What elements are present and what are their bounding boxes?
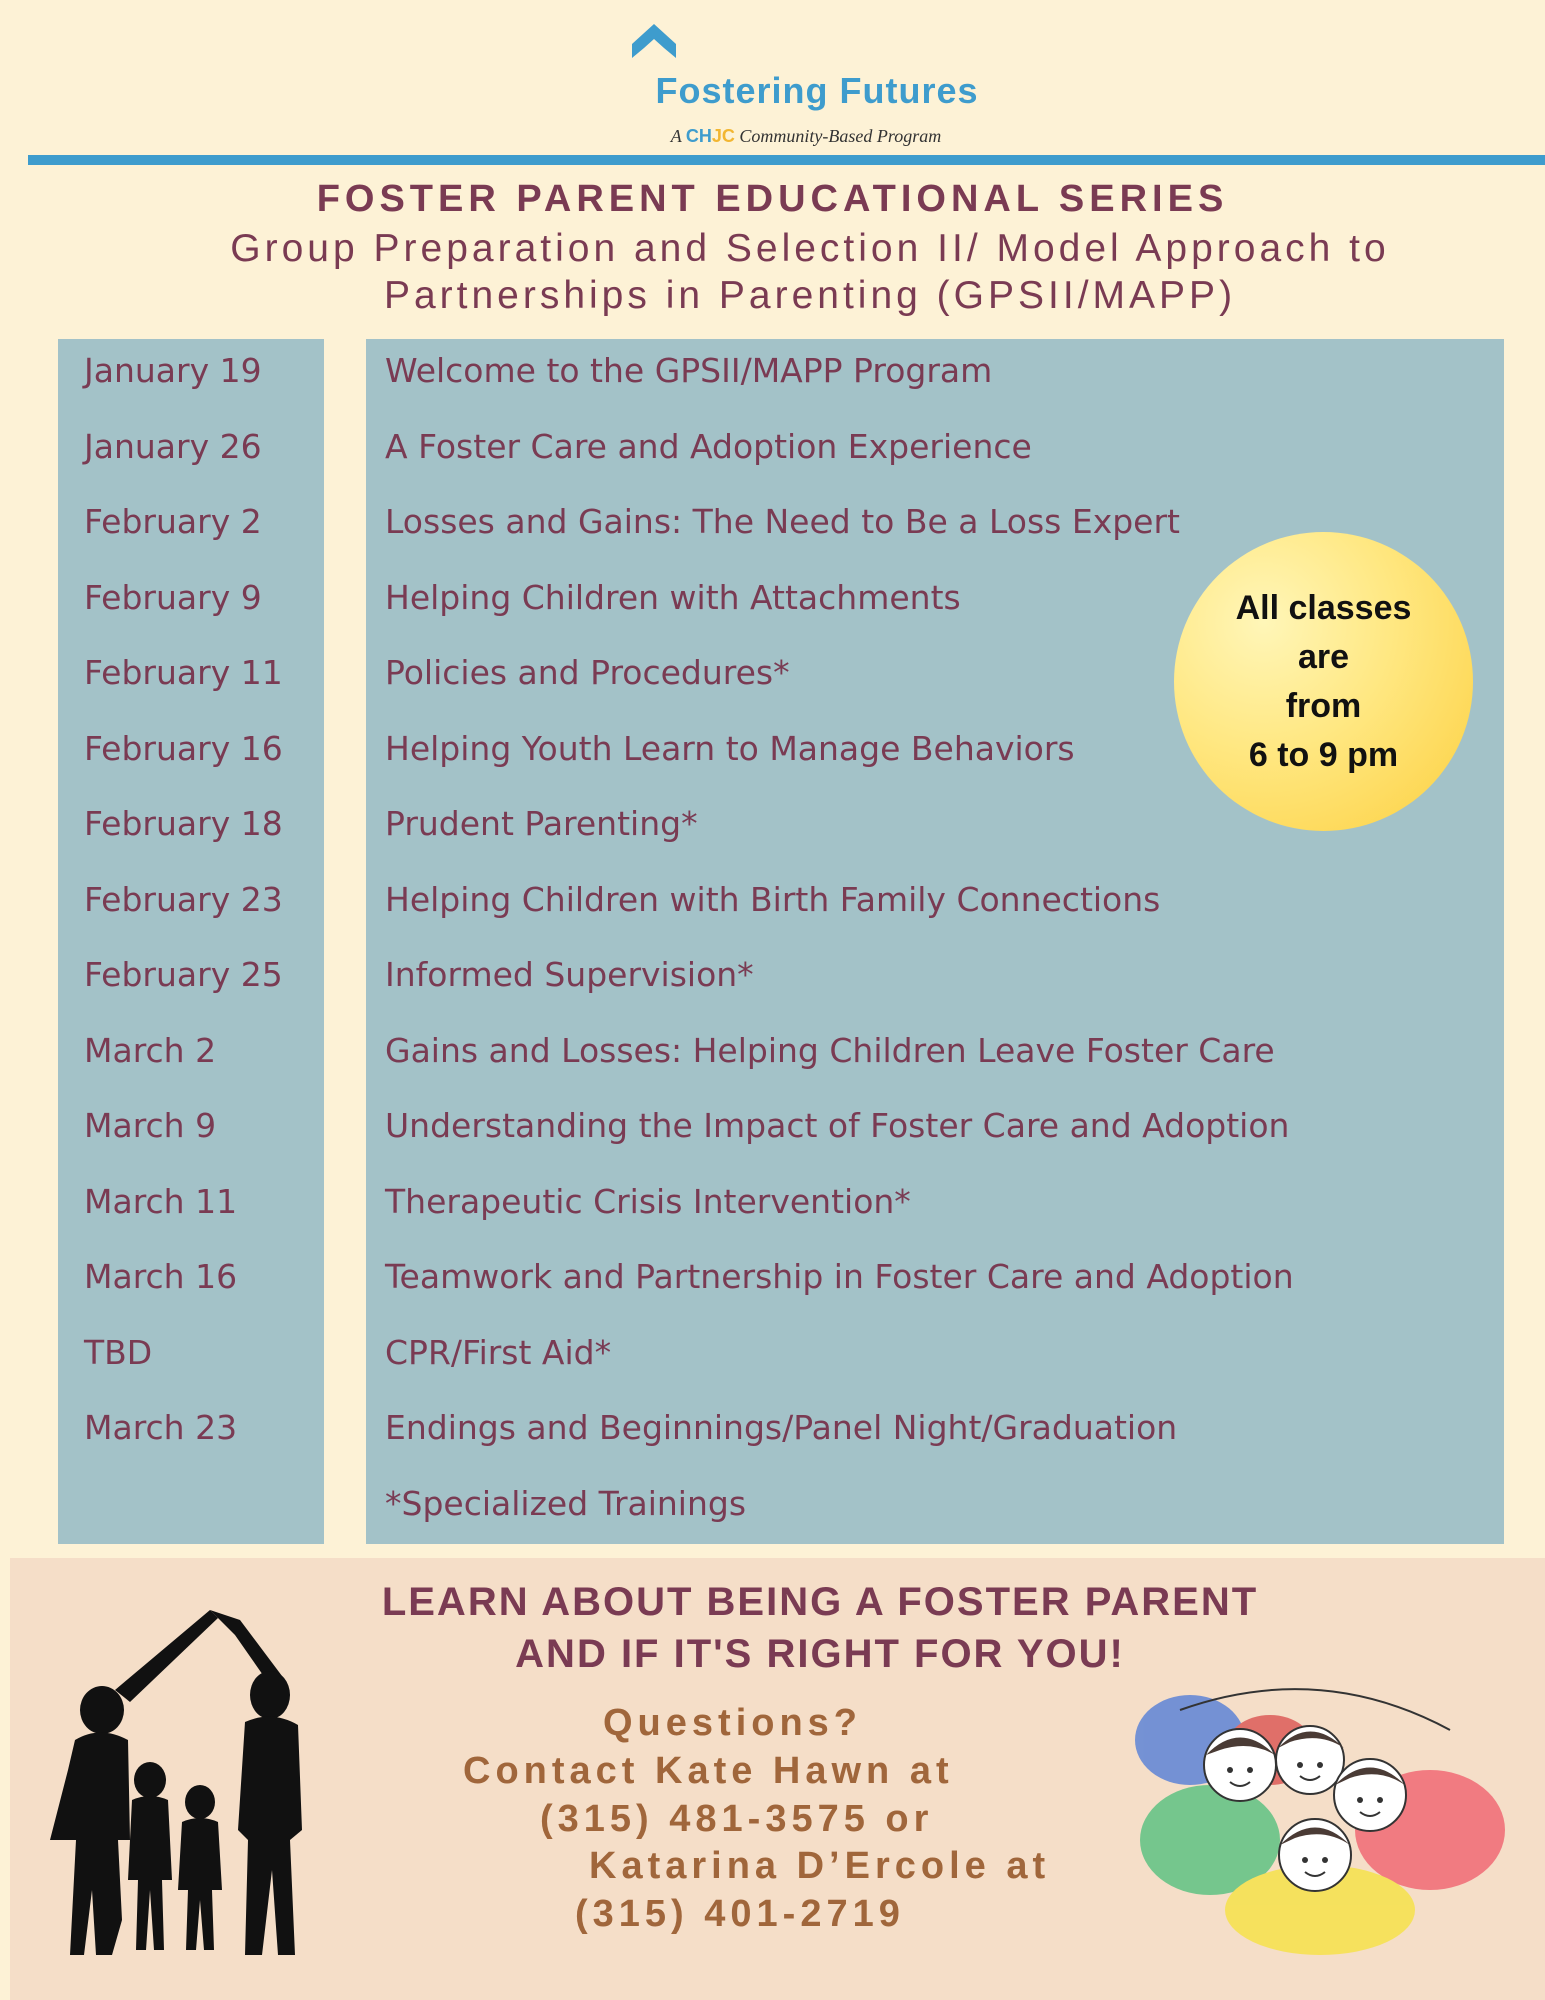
- schedule-date: February 2: [84, 502, 262, 541]
- schedule-date: February 23: [84, 879, 283, 919]
- schedule-date: March 11: [84, 1181, 238, 1221]
- schedule-topics-panel: [366, 339, 1504, 1544]
- schedule-date: January 19: [84, 351, 262, 390]
- schedule-date: February 11: [84, 653, 283, 692]
- schedule-date: March 2: [84, 1030, 217, 1070]
- contact-katarina: Katarina D’Ercole at: [589, 1845, 1051, 1887]
- schedule-topic: Gains and Losses: Helping Children Leave Foster Care: [385, 1030, 1275, 1070]
- schedule-topic: CPR/First Aid*: [385, 1332, 612, 1372]
- children-circle-icon: [1120, 1670, 1520, 1960]
- family-silhouette-icon: [40, 1590, 340, 1960]
- schedule-topic: Helping Children with Birth Family Connections: [385, 879, 1161, 919]
- header-divider: [28, 155, 1545, 165]
- schedule-date: March 23: [84, 1408, 238, 1447]
- schedule-topic: Losses and Gains: The Need to Be a Loss Expert: [385, 502, 1180, 541]
- schedule-date: March 9: [84, 1106, 217, 1145]
- schedule-topic: Prudent Parenting*: [385, 804, 698, 843]
- schedule-date: February 9: [84, 577, 262, 617]
- house-roof-icon: [630, 22, 678, 60]
- schedule-date: February 16: [84, 728, 283, 768]
- brand-logo: [0, 18, 1545, 148]
- schedule-topic: Endings and Beginnings/Panel Night/Graduation: [385, 1408, 1178, 1447]
- contact-katarina-phone: (315) 401-2719: [575, 1893, 905, 1935]
- schedule-dates-panel: [58, 339, 324, 1544]
- brand-name: Fostering Futures: [655, 70, 979, 111]
- brand-tagline: A CHJC Community-Based Program: [670, 126, 942, 146]
- schedule-date: January 26: [84, 426, 262, 466]
- schedule-topic: Informed Supervision*: [385, 955, 754, 994]
- footer-headline: LEARN ABOUT BEING A FOSTER PARENT AND IF IT'S RIGHT FOR YOU!: [381, 1580, 1259, 1676]
- schedule-date: TBD: [84, 1332, 153, 1372]
- schedule-topic: Teamwork and Partnership in Foster Care and Adoption: [385, 1257, 1294, 1296]
- series-title: FOSTER PARENT EDUCATIONAL SERIES: [316, 178, 1229, 220]
- schedule-topic: Policies and Procedures*: [385, 653, 790, 692]
- program-subtitle: Group Preparation and Selection II/ Model Approach to Partnerships in Parenting (GPSII/MAPP): [230, 227, 1390, 317]
- schedule-topic: Therapeutic Crisis Intervention*: [385, 1181, 911, 1221]
- schedule-date: February 25: [84, 955, 283, 994]
- contact-kate-phone: (315) 481-3575 or: [540, 1798, 934, 1840]
- schedule-topic: Helping Children with Attachments: [385, 577, 961, 617]
- contact-kate: Contact Kate Hawn at: [463, 1750, 954, 1792]
- schedule-topic: Understanding the Impact of Foster Care and Adoption: [385, 1106, 1290, 1145]
- schedule-date: February 18: [84, 804, 283, 843]
- schedule-topic: Welcome to the GPSII/MAPP Program: [385, 351, 993, 390]
- class-time-badge: All classes are from 6 to 9 pm: [1174, 532, 1473, 831]
- footnote-specialized: *Specialized Trainings: [385, 1483, 747, 1523]
- contact-questions: Questions?: [603, 1702, 863, 1744]
- schedule-date: March 16: [84, 1257, 238, 1296]
- schedule-topic: Helping Youth Learn to Manage Behaviors: [385, 728, 1075, 768]
- schedule-topic: A Foster Care and Adoption Experience: [385, 426, 1032, 466]
